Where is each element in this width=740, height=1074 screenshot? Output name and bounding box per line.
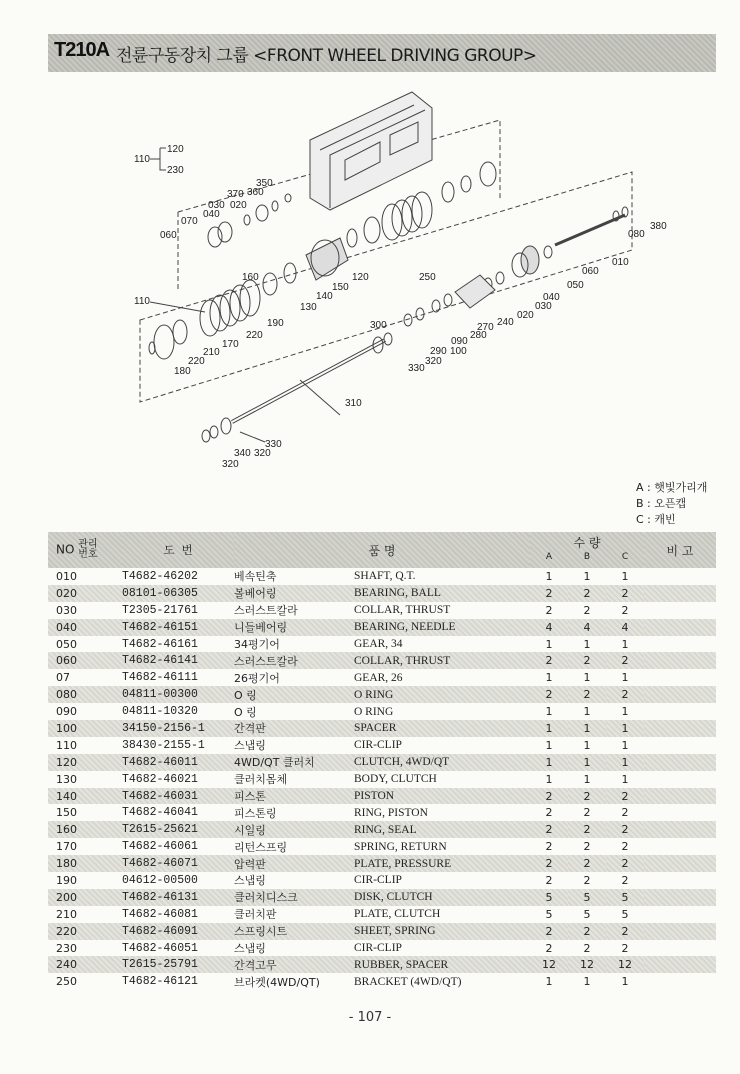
table-row (48, 771, 716, 788)
part-number: T4682-46081 (122, 907, 198, 921)
header-qty-c: C (621, 552, 629, 562)
part-number: 34150-2156-1 (122, 720, 234, 737)
part-name-en: GEAR, 26 (354, 671, 403, 684)
callout-020: 020 (230, 200, 247, 211)
remarks (644, 686, 716, 703)
part-no: 130 (56, 772, 77, 786)
part-no: 140 (48, 788, 122, 805)
callout-270: 270 (477, 322, 494, 333)
qty-c: 2 (606, 652, 644, 669)
qty-c: 2 (606, 923, 644, 940)
part-name-kr: O 링 (234, 705, 257, 719)
part-name-en: O RING (354, 705, 394, 718)
qty-a: 2 (530, 855, 568, 872)
part-name-en: CIR-CLIP (354, 942, 402, 955)
part-no: 020 (48, 585, 122, 602)
qty-c: 1 (621, 772, 629, 786)
table-row (48, 956, 716, 973)
callout-170: 170 (222, 339, 239, 350)
parts-table (48, 532, 716, 990)
part-number: T4682-46091 (122, 923, 234, 940)
remarks (644, 669, 716, 686)
callout-330b: 330 (265, 439, 282, 450)
part-name-kr: 스냅링 (234, 942, 266, 956)
part-name-kr: 피스톤링 (234, 806, 277, 820)
qty-b: 1 (583, 637, 591, 651)
part-number: 04612-00500 (122, 873, 198, 887)
part-name-kr: 26평기어 (234, 671, 280, 685)
callout-120b: 120 (352, 272, 369, 283)
qty-b: 2 (568, 821, 606, 838)
part-no: 040 (48, 619, 122, 636)
remarks (644, 619, 716, 636)
qty-c: 1 (621, 637, 629, 651)
qty-c: 2 (621, 941, 629, 955)
remarks (644, 923, 716, 940)
header-qty-b: B (583, 552, 591, 562)
part-name-en: DISK, CLUTCH (354, 889, 530, 906)
qty-b: 2 (568, 686, 606, 703)
callout-060: 060 (160, 230, 177, 241)
callout-110: 110 (134, 154, 150, 165)
part-name-kr: 니들베어링 (234, 619, 354, 636)
part-name-en: O RING (354, 686, 530, 703)
qty-b: 5 (583, 907, 591, 921)
part-name-kr: 클러치판 (234, 908, 277, 922)
title-bar (48, 34, 716, 72)
part-number: T4682-46151 (122, 619, 234, 636)
part-number: T4682-46131 (122, 889, 234, 906)
part-no: 210 (56, 907, 77, 921)
qty-a: 2 (530, 585, 568, 602)
header-no: NO 관리번호 (48, 532, 122, 568)
qty-b: 4 (568, 619, 606, 636)
callout-050: 050 (567, 280, 584, 291)
table-row (48, 872, 716, 889)
table-row (48, 585, 716, 602)
part-name-en: PISTON (354, 788, 530, 805)
remarks (644, 771, 716, 788)
qty-a: 2 (545, 941, 553, 955)
part-no: 07 (56, 671, 70, 685)
qty-a: 1 (530, 754, 568, 771)
part-no: 080 (48, 686, 122, 703)
remarks (644, 973, 716, 990)
qty-c: 4 (606, 619, 644, 636)
qty-c: 2 (606, 585, 644, 602)
remarks (644, 652, 716, 669)
part-number: T4682-46021 (122, 772, 198, 786)
part-no: 050 (56, 637, 77, 651)
qty-c: 1 (621, 705, 629, 719)
part-name-en: COLLAR, THRUST (354, 652, 530, 669)
qty-b: 1 (583, 705, 591, 719)
callout-290: 290 (430, 346, 447, 357)
part-name-en: SHEET, SPRING (354, 923, 530, 940)
qty-a: 2 (545, 806, 553, 820)
part-name-en: RUBBER, SPACER (354, 956, 530, 973)
remarks (644, 906, 716, 923)
part-no: 060 (48, 652, 122, 669)
remarks (644, 568, 716, 585)
part-number: 38430-2155-1 (122, 738, 205, 752)
table-row (48, 602, 716, 619)
qty-b: 1 (583, 975, 591, 989)
part-name-en: CLUTCH, 4WD/QT (354, 754, 530, 771)
remarks (644, 737, 716, 754)
remarks (644, 720, 716, 737)
table-row (48, 923, 716, 940)
part-no: 090 (56, 705, 77, 719)
part-name-kr: 리턴스프링 (234, 840, 288, 854)
table-row (48, 940, 716, 957)
part-number: 04811-00300 (122, 686, 234, 703)
part-name-kr: 피스톤 (234, 788, 354, 805)
qty-a: 1 (545, 975, 553, 989)
model-code: T210A (54, 39, 110, 61)
part-name-en: BEARING, BALL (354, 585, 530, 602)
legend (636, 480, 707, 528)
part-number: T4682-46141 (122, 652, 234, 669)
part-name-kr: 스러스트칼라 (234, 604, 298, 618)
remarks (644, 838, 716, 855)
part-name-kr: 클러치디스크 (234, 889, 354, 906)
qty-c: 2 (606, 821, 644, 838)
table-row (48, 652, 716, 669)
callout-090: 090 (451, 336, 468, 347)
remarks (644, 889, 716, 906)
callout-320: 320 (425, 356, 442, 367)
qty-a: 1 (530, 720, 568, 737)
part-number: 08101-06305 (122, 585, 234, 602)
parts-body (48, 568, 716, 990)
part-number: T4682-46011 (122, 754, 234, 771)
part-name-en: SHAFT, Q.T. (354, 570, 416, 583)
part-no: 220 (48, 923, 122, 940)
callout-180: 180 (174, 366, 191, 377)
qty-b: 2 (568, 923, 606, 940)
table-row (48, 636, 716, 653)
qty-a: 1 (545, 671, 553, 685)
qty-b: 2 (568, 585, 606, 602)
table-row (48, 754, 716, 771)
qty-c: 2 (621, 840, 629, 854)
part-name-kr: 베속틴축 (234, 570, 277, 584)
part-name-en: CIR-CLIP (354, 874, 402, 887)
qty-c: 1 (621, 738, 629, 752)
callout-350: 350 (256, 178, 273, 189)
callout-360: 360 (247, 187, 264, 198)
part-name-en: RING, SEAL (354, 821, 530, 838)
qty-c: 2 (606, 855, 644, 872)
part-number: T4682-46031 (122, 788, 234, 805)
callout-110b: 110 (134, 296, 150, 307)
qty-a: 1 (545, 705, 553, 719)
qty-a: 4 (530, 619, 568, 636)
part-number: T4682-46051 (122, 941, 198, 955)
part-number: T2305-21761 (122, 603, 198, 617)
part-no: 230 (56, 941, 77, 955)
remarks (644, 585, 716, 602)
part-no: 250 (56, 975, 77, 989)
qty-a: 2 (530, 686, 568, 703)
part-no: 100 (48, 720, 122, 737)
part-number: T4682-46111 (122, 671, 198, 685)
remarks (644, 956, 716, 973)
qty-b: 2 (583, 840, 591, 854)
callout-010: 010 (612, 257, 629, 268)
part-no: 120 (48, 754, 122, 771)
qty-b: 2 (583, 873, 591, 887)
header-qty: 수 량 A B C (530, 532, 644, 568)
part-name-kr: 시일링 (234, 821, 354, 838)
qty-a: 1 (545, 738, 553, 752)
qty-c: 1 (606, 754, 644, 771)
callout-230: 230 (167, 165, 184, 176)
legend-item-a: A : 햇빛가리개 (636, 481, 708, 494)
remarks (644, 602, 716, 619)
qty-b: 1 (583, 738, 591, 752)
part-name-en: CIR-CLIP (354, 739, 402, 752)
remarks (644, 855, 716, 872)
part-no: 160 (48, 821, 122, 838)
qty-c: 2 (606, 686, 644, 703)
callout-370: 370 (227, 189, 244, 200)
part-no: 150 (56, 806, 77, 820)
table-row (48, 906, 716, 923)
table-header-row (48, 532, 716, 568)
table-row (48, 804, 716, 821)
part-name-en: BODY, CLUTCH (354, 773, 437, 786)
callout-020b: 020 (517, 310, 534, 321)
callout-220b: 220 (188, 356, 205, 367)
qty-c: 5 (606, 889, 644, 906)
qty-a: 2 (545, 840, 553, 854)
part-name-en: BRACKET (4WD/QT) (354, 975, 462, 988)
part-number: T2615-25791 (122, 956, 234, 973)
part-name-en: GEAR, 34 (354, 638, 403, 650)
callout-320c: 320 (222, 459, 239, 470)
remarks (644, 703, 716, 720)
part-no: 180 (48, 855, 122, 872)
table-row (48, 838, 716, 855)
qty-c: 2 (621, 873, 629, 887)
part-name-kr: 34평기어 (234, 638, 280, 651)
callout-240: 240 (497, 317, 514, 328)
part-name-kr: 브라켓(4WD/QT) (234, 975, 320, 989)
qty-b: 5 (568, 889, 606, 906)
callout-330: 330 (408, 363, 425, 374)
callout-150: 150 (332, 282, 349, 293)
qty-c: 2 (606, 788, 644, 805)
part-no: 110 (56, 738, 77, 752)
callout-320b: 320 (254, 448, 271, 459)
part-number: T4682-46061 (122, 840, 198, 854)
header-name: 품 명 (234, 532, 530, 568)
qty-a: 2 (530, 821, 568, 838)
remarks (644, 804, 716, 821)
callout-300: 300 (370, 320, 387, 331)
part-name-kr: 간격고무 (234, 956, 354, 973)
part-no: 030 (56, 603, 77, 617)
remarks (644, 754, 716, 771)
callout-120: 120 (167, 144, 184, 155)
table-row (48, 855, 716, 872)
callout-130: 130 (300, 302, 317, 313)
qty-b: 2 (583, 603, 591, 617)
callout-190: 190 (267, 318, 284, 329)
qty-a: 1 (545, 637, 553, 651)
part-name-kr: 4WD/QT 클러치 (234, 754, 354, 771)
part-number: T4682-46041 (122, 806, 198, 820)
part-name-en: BEARING, NEEDLE (354, 619, 530, 636)
part-number: T2615-25621 (122, 821, 234, 838)
part-name-kr: O 링 (234, 686, 354, 703)
header-qty-a: A (545, 552, 553, 562)
remarks (644, 788, 716, 805)
part-name-kr: 클러치몸체 (234, 773, 288, 787)
callout-280: 280 (470, 330, 487, 341)
callout-060b: 060 (582, 266, 599, 277)
qty-c: 1 (621, 671, 629, 685)
part-number: T4682-46121 (122, 975, 198, 989)
page-number: - 107 - (348, 1010, 392, 1025)
part-no: 200 (48, 889, 122, 906)
part-name-en: RING, PISTON (354, 806, 428, 819)
qty-a: 2 (545, 873, 553, 887)
part-name-en: SPRING, RETURN (354, 840, 447, 853)
part-no: 240 (48, 956, 122, 973)
qty-c: 12 (606, 956, 644, 973)
qty-b: 1 (568, 754, 606, 771)
part-name-kr: 스냅링 (234, 874, 266, 888)
callout-030b: 030 (535, 301, 552, 312)
part-name-kr: 스러스트칼라 (234, 652, 354, 669)
callout-080: 080 (628, 229, 645, 240)
remarks (644, 821, 716, 838)
qty-b: 2 (568, 855, 606, 872)
qty-c: 1 (606, 720, 644, 737)
qty-a: 1 (545, 772, 553, 786)
part-name-kr: 스냅링 (234, 739, 266, 753)
part-name-en: COLLAR, THRUST (354, 604, 451, 617)
qty-c: 2 (621, 806, 629, 820)
table-row (48, 821, 716, 838)
legend-item-c: C : 캐빈 (636, 513, 676, 526)
part-name-en: PLATE, CLUTCH (354, 908, 441, 921)
qty-c: 1 (621, 569, 629, 583)
qty-b: 1 (583, 671, 591, 685)
part-name-en: PLATE, PRESSURE (354, 855, 530, 872)
qty-c: 1 (621, 975, 629, 989)
qty-b: 2 (583, 806, 591, 820)
callout-210: 210 (203, 347, 220, 358)
legend-item-b: B : 오픈캡 (636, 497, 687, 510)
callout-140: 140 (316, 291, 333, 302)
qty-b: 12 (568, 956, 606, 973)
callout-340: 340 (234, 448, 251, 459)
part-name-kr: 볼베어링 (234, 585, 354, 602)
callout-220: 220 (246, 330, 263, 341)
callout-040: 040 (203, 209, 220, 220)
header-drawing: 도 번 (122, 532, 234, 568)
qty-b: 2 (583, 941, 591, 955)
qty-a: 2 (545, 603, 553, 617)
header-remarks: 비 고 (644, 532, 716, 568)
table-row (48, 788, 716, 805)
qty-a: 1 (545, 569, 553, 583)
part-name-kr: 압력판 (234, 855, 354, 872)
callout-160: 160 (242, 272, 259, 283)
qty-c: 5 (621, 907, 629, 921)
qty-a: 2 (530, 923, 568, 940)
remarks (644, 872, 716, 889)
table-row (48, 703, 716, 720)
table-row (48, 669, 716, 686)
part-no: 170 (56, 840, 77, 854)
qty-b: 1 (583, 569, 591, 583)
header-mgmt: 관리번호 (78, 539, 98, 560)
exploded-parts-diagram (0, 80, 740, 480)
part-name-en: SPACER (354, 720, 530, 737)
qty-a: 12 (530, 956, 568, 973)
part-number: T4682-46071 (122, 855, 234, 872)
part-no: 190 (56, 873, 77, 887)
callout-070: 070 (181, 216, 198, 227)
part-number: T4682-46202 (122, 569, 198, 583)
qty-c: 2 (621, 603, 629, 617)
callout-310: 310 (345, 398, 362, 409)
qty-b: 1 (583, 772, 591, 786)
qty-a: 2 (530, 788, 568, 805)
callout-040b: 040 (543, 292, 560, 303)
qty-a: 5 (530, 889, 568, 906)
part-name-kr: 스프링시트 (234, 923, 354, 940)
callout-380: 380 (650, 221, 667, 232)
qty-a: 5 (545, 907, 553, 921)
qty-b: 2 (568, 788, 606, 805)
qty-b: 2 (568, 652, 606, 669)
part-number: 04811-10320 (122, 705, 198, 719)
table-row (48, 889, 716, 906)
qty-b: 1 (568, 720, 606, 737)
part-name-kr: 간격판 (234, 720, 354, 737)
table-row (48, 973, 716, 990)
table-row (48, 568, 716, 585)
callout-250: 250 (419, 272, 436, 283)
part-number: T4682-46161 (122, 637, 198, 651)
part-no: 010 (56, 569, 77, 583)
remarks (644, 940, 716, 957)
callout-100: 100 (450, 346, 467, 357)
table-row (48, 737, 716, 754)
page-title: 전륜구동장치 그룹 <FRONT WHEEL DRIVING GROUP> (116, 46, 537, 66)
table-row (48, 720, 716, 737)
callout-030: 030 (208, 200, 225, 211)
remarks (644, 636, 716, 653)
table-row (48, 619, 716, 636)
qty-a: 2 (530, 652, 568, 669)
table-row (48, 686, 716, 703)
